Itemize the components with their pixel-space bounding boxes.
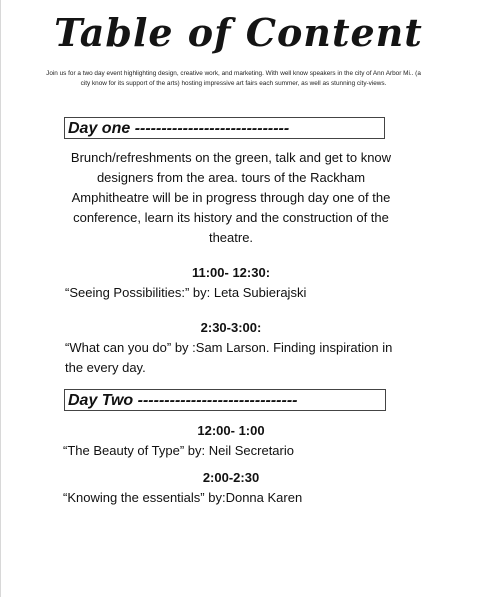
day-one-description: Brunch/refreshments on the green, talk and get to know designers from the area. tours of the Rackham Amphitheatre will be in progress through day one of the conference, learn its history and the construction of the theatre.	[70, 150, 392, 245]
session-talk: “Knowing the essentials” by:Donna Karen	[63, 490, 303, 505]
session-time: 11:00- 12:30:	[191, 265, 271, 280]
session-talk: “Seeing Possibilities:” by: Leta Subierajski	[65, 285, 307, 300]
day-one-heading: Day one -----------------------------	[64, 117, 385, 139]
intro-paragraph: Join us for a two day event highlighting design, creative work, and marketing. With well know speakers in the city of Ann Arbor Mi.. (a city know for its support of the arts) hosting impressive art fairs each summer, as well as stunning city-views.	[46, 70, 421, 87]
day-two-heading: Day Two ------------------------------	[64, 389, 386, 411]
page-edge	[0, 0, 1, 597]
session-talk: “The Beauty of Type” by: Neil Secretario	[63, 443, 294, 458]
page-title: Table of Content	[54, 10, 423, 55]
session-talk: “What can you do” by :Sam Larson. Finding inspiration in the every day.	[65, 340, 393, 375]
session-time: 2:00-2:30	[202, 470, 260, 485]
session-time: 2:30-3:00:	[200, 320, 262, 335]
session-time: 12:00- 1:00	[197, 423, 265, 438]
